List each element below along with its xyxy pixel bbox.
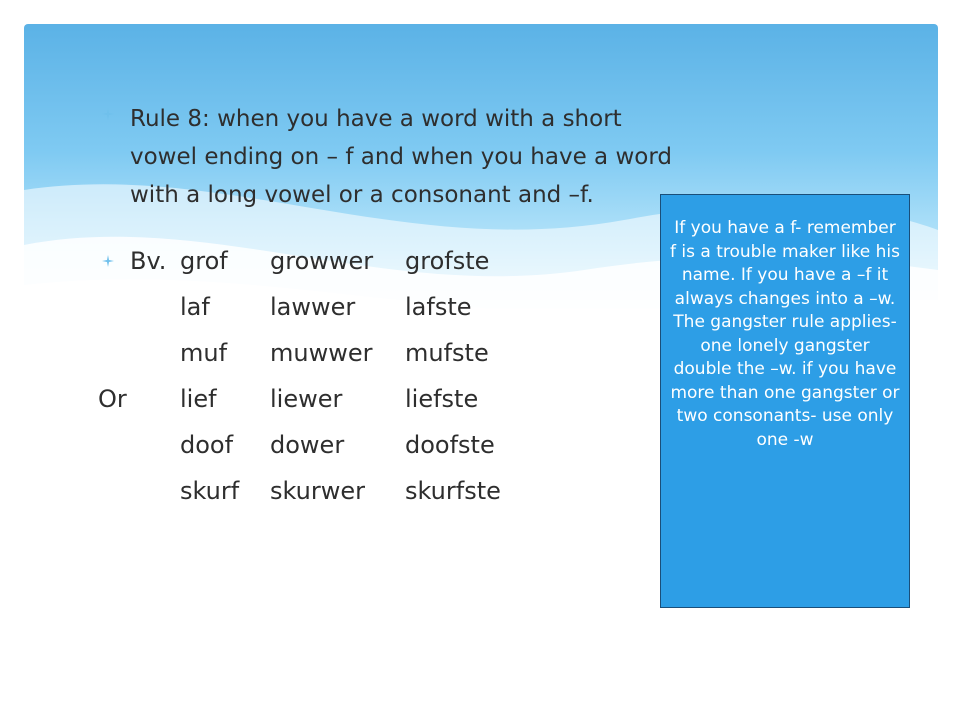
callout-text-1: If you have a f- remember f is a trouble maker like his name. If you have a –f it always changes into a –w. [670, 218, 900, 309]
example-base: lief [180, 385, 217, 413]
example-row [100, 284, 680, 330]
examples-block [100, 238, 680, 514]
tip-callout-box [660, 194, 910, 608]
example-superlative: lafste [405, 293, 472, 321]
example-superlative: skurfste [405, 477, 501, 505]
rule-bullet [100, 100, 680, 214]
example-superlative: doofste [405, 431, 495, 459]
example-row [100, 238, 680, 284]
example-comparative: lawwer [270, 293, 356, 321]
example-comparative: skurwer [270, 477, 366, 505]
example-base: laf [180, 293, 210, 321]
example-comparative: growwer [270, 247, 374, 275]
star-bullet-icon [102, 255, 114, 267]
example-prefix: Or [98, 385, 127, 413]
example-comparative: liewer [270, 385, 343, 413]
example-row [100, 422, 680, 468]
example-prefix: Bv. [130, 247, 167, 275]
example-comparative: muwwer [270, 339, 373, 367]
example-superlative: mufste [405, 339, 489, 367]
example-base: grof [180, 247, 228, 275]
example-row [100, 468, 680, 514]
callout-text-2: The gangster rule applies- one lonely gangster double the –w. if you have more than one gangster or two consonants- use only one -w [670, 312, 900, 450]
example-superlative: grofste [405, 247, 490, 275]
rule-text: Rule 8: when you have a word with a short vowel ending on – f and when you have a word with a long vowel or a consonant and –f. [130, 106, 672, 208]
slide-content [100, 100, 680, 514]
example-base: muf [180, 339, 228, 367]
example-base: skurf [180, 477, 240, 505]
example-row [100, 376, 680, 422]
star-bullet-icon [102, 108, 114, 120]
example-superlative: liefste [405, 385, 479, 413]
example-row [100, 330, 680, 376]
examples-list [100, 238, 680, 514]
example-base: doof [180, 431, 234, 459]
example-comparative: dower [270, 431, 345, 459]
